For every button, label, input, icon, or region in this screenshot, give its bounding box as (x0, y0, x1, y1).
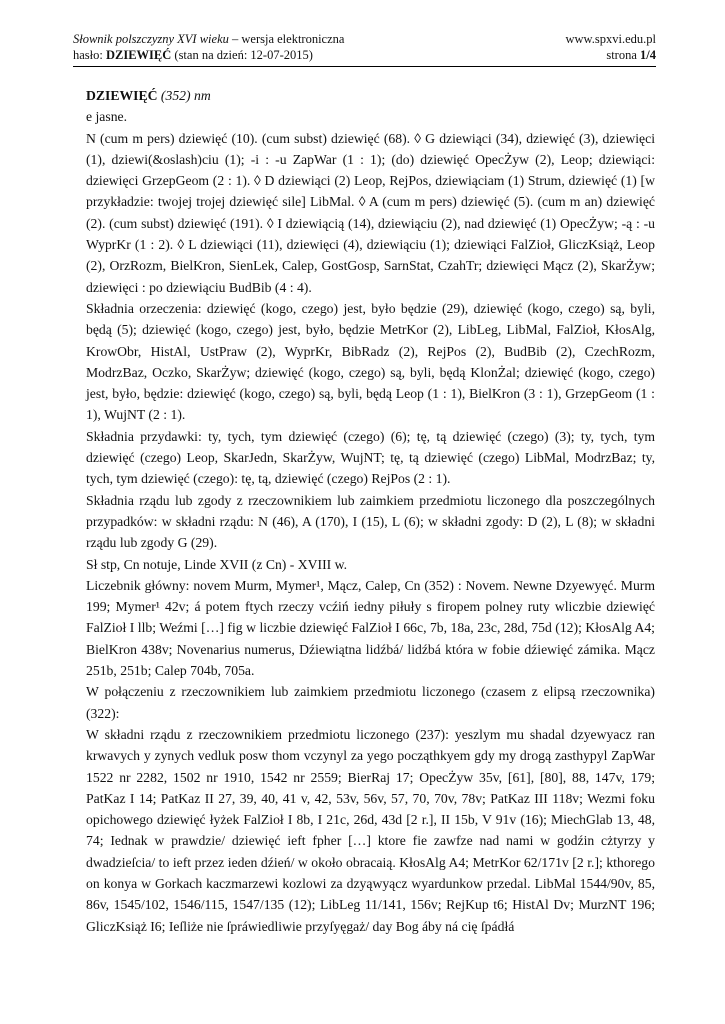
entry-paragraph: Sł stp, Cn notuje, Linde XVII (z Cn) - XVIII w. (86, 556, 348, 572)
entry-paragraph: Składnia orzeczenia: dziewięć (kogo, czego) jest, było będzie (29), dziewięć (kogo, czego) są, byli, będą (5); dziewięć (kogo, czego) jest, było, będzie MetrKor (2), LibLeg, LibMal, FalZioł, KłosAlg, KrowObr, HistAl, UstPraw (2), WyprKr, BibRadz (2), RejPos (2), BudBib (2), CzechRozm, ModrzBaz, Oczko, SkarŻyw; dziewięć (kogo, czego) są, byli, będą KlonŻal; dziewięć (kogo, czego) jest, było, będzie: dziewięć (kogo, czego) są, byli, będą Leop (1 : 1), BielKron (3 : 1), GrzepGeom (1 : 1), WujNT (2 : 1). (86, 300, 655, 423)
dictionary-title (73, 31, 344, 47)
entry-paragraph: W połączeniu z rzeczownikiem lub zaimkiem przedmiotu liczonego (czasem z elipsą rzeczownika) (322): (86, 684, 655, 721)
entry-paragraph: Składnia rządu lub zgody z rzeczownikiem lub zaimkiem przedmiotu liczonego dla poszczególnych przypadków: w składni rządu: N (46), A (170), I (15), L (6); w składni zgody: D (2), L (8); w składni rządu lub zgody G (29). (86, 492, 655, 551)
entry-status-date: (stan na dzień: 12-07-2015) (171, 48, 313, 62)
entry-status-headword: DZIEWIĘĆ (105, 48, 172, 62)
entry-paragraph: Liczebnik główny: novem Murm, Mymer¹, Mącz, Calep, Cn (352) : Novem. Newne Dzyewyęć. Murm 199; Mymer¹ 42v; á potem ftych rzeczy vcźiń iedny piłuły s firopem polney ruty wliczbie dziewięć FalZioł I llb; Weźmi […] fig w liczbie dziewięć FalZioł I 66c, 7b, 18a, 23c, 28d, 75d (12); KłosAlg A4; BielKron 438v; Novenarius numerus, Dźiewiątna lidźbá/ lidźbá która w fobie dźiewięć zámika. Mącz 251b, 251b; Calep 704b, 705a. (86, 577, 655, 679)
dictionary-title-italic: Słownik polszczyzny XVI wieku (73, 32, 229, 46)
entry-status-label: hasło: (73, 48, 106, 62)
header-row-top (73, 31, 656, 47)
entry-paragraph: N (cum m pers) dziewięć (10). (cum subst) dziewięć (68). ◊ G dziewiąci (34), dziewięć (3), dziewięci (1), dziewi(&oslash)ciu (1); -i : -u ZapWar (1 : 1); (do) dziewięć OpecŻyw (2), Leop; dziewiąci: dziewięci GrzepGeom (2 : 1). ◊ D dziewiąci (2) Leop, RejPos, dziewiąciam (1) Strum, dziewięć (1) [w przykładzie: twojej trojej dziewięć sile] LibMal. ◊ A (cum m pers) dziewięć (5). (cum m an) dziewięć (2). (cum subst) dziewięć (191). ◊ I dziewiącią (14), dziewiąciu (2), nad dziewięć (1) OpecŻyw; -ą : -u WyprKr (1 : 2). ◊ L dziewiąci (11), dziewięci (4), dziewiąciu (1); dziewiąci FalZioł, GliczKsiąż, Leop (2), OrzRozm, BielKron, SienLek, Calep, GostGosp, SarnStat, CzahTr; dziewięci Mącz (2), SkarŻyw; dziewięci : po dziewiąciu BudBib (4 : 4). (86, 130, 655, 295)
page-number-label: strona (606, 48, 641, 62)
entry-body (86, 85, 655, 937)
running-header (73, 31, 656, 67)
entry-paragraph: W składni rządu z rzeczownikiem przedmiotu liczonego (237): yeszlym mu shadal dzyewyacz ran krwavych y zynych vedluk posw thom vczynyl za yego począthkyem gdy my drogą zasthypyl ZapWar 1522 nr 2282, 1502 nr 1910, 1542 nr 2559; BierRaj 17; OpecŻyw 35v, [61], [80], 88, 147v, 179; PatKaz I 14; PatKaz II 27, 39, 40, 41 v, 42, 53v, 56v, 57, 70, 70v, 78v; PatKaz III 118v; Wezmi foku opichowego dziewięć łyżek FalZioł I 8b, I 21c, 26d, 43d [2 r.], II 15b, V 91v (16); MiechGlab 13, 48, 74; Iednak w prawdzie/ dziewięć ieft fpher […] ktore fie zawfze nad nami w godźin cżtyrzy y dwadzieſcia/ to ieft przez ieden dźień/ w około obracaią. KłosAlg A4; MetrKor 62/171v [2 r.]; kthorego on konya w Gorkach kaczmarzewi kozlowi za dzyąwyącz wyardunkow przedal. LibMal 1544/90v, 85, 86v, 1545/102, 1546/115, 1547/135 (12); LibLeg 11/141, 156v; RejKup t6; HistAl Dv; MurzNT 196; GliczKsiąż I6; Ieſliże nie ſpráwiedliwie przyſyęgaż/ day Bog áby ná cię ſpádłá (86, 726, 655, 934)
page-number (606, 47, 656, 63)
entry-paragraph: Składnia przydawki: ty, tych, tym dziewięć (czego) (6); tę, tą dziewięć (czego) (3); ty, tych, tym dziewięć (czego) Leop, SkarJedn, SkarŻyw, WujNT; tę, tą dziewięć (czego) LibMal, ModrzBaz; ty, tych, tym dziewięć (czego): tę, tą, dziewięć (czego) RejPos (2 : 1). (86, 428, 655, 487)
entry-headline (86, 85, 655, 106)
entry-headword-count: (352) nm (157, 88, 211, 103)
header-row-bottom (73, 47, 656, 63)
entry-status (73, 47, 313, 63)
dictionary-title-rest: – wersja elektroniczna (228, 32, 345, 46)
website-url[interactable]: www.spxvi.edu.pl (565, 32, 656, 46)
page-number-value: 1/4 (640, 48, 656, 62)
entry-headword: DZIEWIĘĆ (86, 88, 158, 103)
entry-paragraph: e jasne. (86, 109, 128, 125)
